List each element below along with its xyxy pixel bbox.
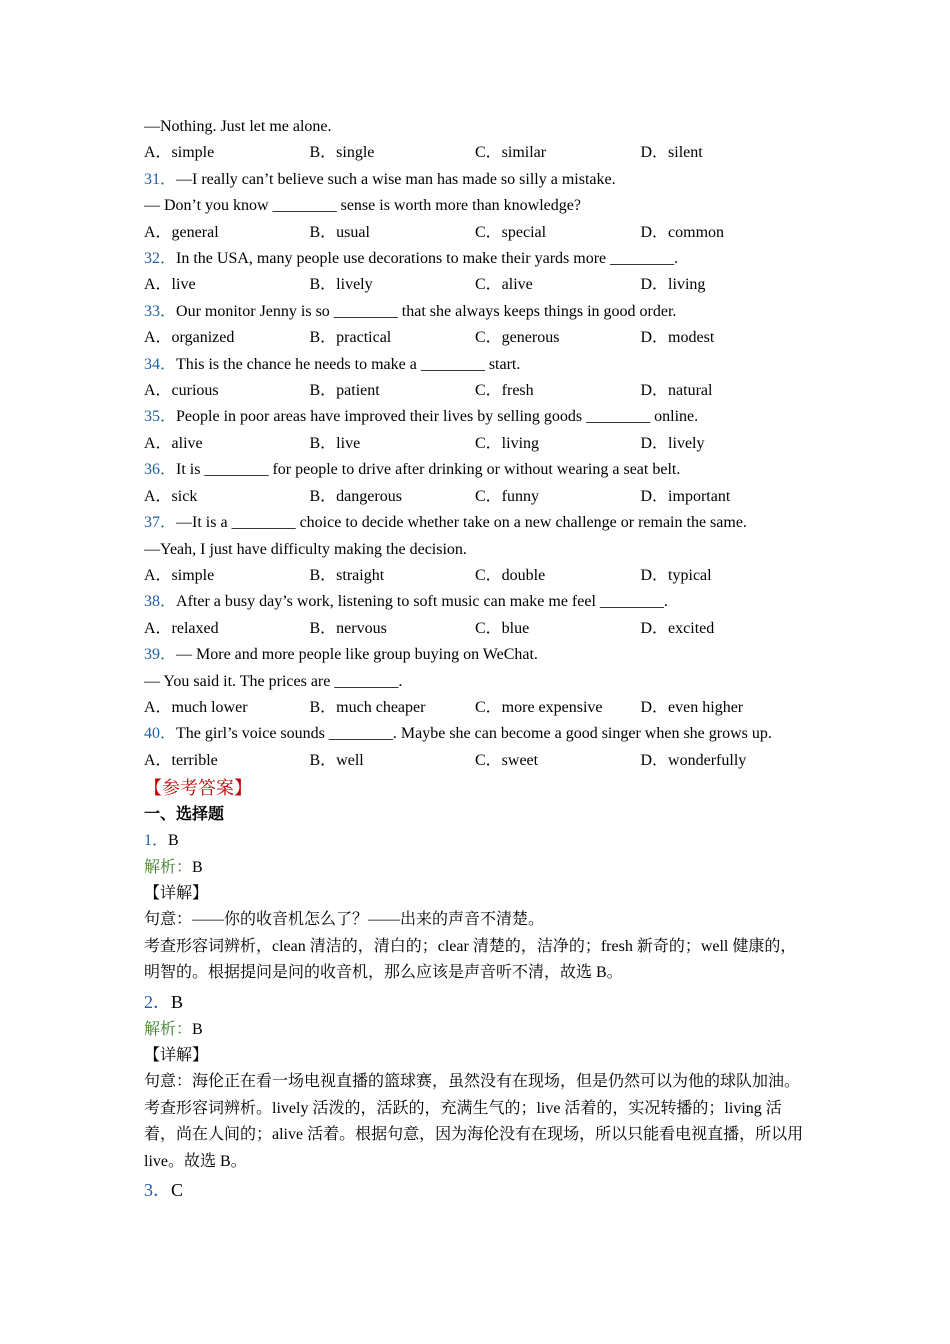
question-36 (144, 457, 814, 510)
option-d[interactable]: D．important (640, 487, 731, 505)
question-32 (144, 246, 814, 299)
detail-heading: 【详解】 (144, 1047, 209, 1064)
question-number: 38． (144, 593, 177, 611)
question-38 (144, 589, 814, 642)
answer-number: 1． (144, 832, 169, 850)
question-stem (144, 352, 814, 378)
translation-2: 句意：海伦正在看一场电视直播的篮球赛，虽然没有在现场，但是仍然可以为他的球队加油。 (144, 1073, 801, 1091)
q30-options (144, 140, 814, 166)
option-c[interactable]: C．generous (475, 329, 560, 347)
option-a[interactable]: A．live (144, 276, 196, 294)
question-37 (144, 510, 814, 589)
question-number: 39． (144, 646, 177, 664)
option-b[interactable]: B．single (309, 144, 375, 162)
question-40 (144, 721, 814, 774)
option-d[interactable]: D．wonderfully (640, 751, 747, 769)
option-c[interactable]: C．fresh (475, 382, 534, 400)
question-stem (144, 167, 814, 193)
question-text: — You said it. The prices are ________. (144, 672, 403, 690)
option-d[interactable]: D．excited (640, 619, 715, 637)
question-number: 31． (144, 170, 177, 188)
option-b[interactable]: B．well (309, 751, 364, 769)
option-b[interactable]: B．straight (309, 566, 385, 584)
analysis-value: B (192, 858, 203, 876)
option-d[interactable]: D．living (640, 276, 706, 294)
option-d[interactable]: D．even higher (640, 698, 744, 716)
options-row (144, 220, 814, 246)
option-d[interactable]: D．lively (640, 434, 705, 452)
answer-1 (144, 828, 814, 854)
option-c[interactable]: C．more expensive (475, 698, 603, 716)
analysis-2 (144, 1017, 814, 1043)
options-row (144, 431, 814, 457)
option-b[interactable]: B．much cheaper (309, 698, 426, 716)
question-stem (144, 510, 814, 536)
options-row (144, 563, 814, 589)
question-number: 33． (144, 302, 177, 320)
option-a[interactable]: A．terrible (144, 751, 218, 769)
option-d[interactable]: D．modest (640, 329, 715, 347)
option-d[interactable]: D．typical (640, 566, 712, 584)
document-page (144, 114, 814, 1205)
answer-heading: 【参考答案】 (144, 778, 252, 799)
option-a[interactable]: A．sick (144, 487, 198, 505)
option-b[interactable]: B．dangerous (309, 487, 402, 505)
options-row (144, 484, 814, 510)
options-row (144, 378, 814, 404)
detail-heading: 【详解】 (144, 884, 209, 902)
options-row (144, 748, 814, 774)
option-a[interactable]: A．curious (144, 382, 219, 400)
question-stem (144, 299, 814, 325)
option-a[interactable]: A．alive (144, 434, 203, 452)
analysis-1 (144, 855, 814, 881)
question-dialogue (144, 669, 814, 695)
option-a[interactable]: A．general (144, 223, 219, 241)
options-row (144, 325, 814, 351)
option-b[interactable]: B．lively (309, 276, 373, 294)
options-row (144, 695, 814, 721)
option-c[interactable]: C．living (475, 434, 540, 452)
question-stem (144, 246, 814, 272)
question-text: It is ________ for people to drive after drinking or without wearing a seat belt. (176, 461, 681, 479)
options-row (144, 616, 814, 642)
question-text: People in poor areas have improved their lives by selling goods ________ online. (176, 408, 699, 426)
answer-value: C (171, 1180, 184, 1201)
question-34 (144, 352, 814, 405)
question-stem (144, 589, 814, 615)
question-text: This is the chance he needs to make a ________ start. (176, 355, 521, 373)
question-dialogue (144, 193, 814, 219)
analysis-label: 解析： (144, 1020, 193, 1038)
question-text: After a busy day’s work, listening to soft music can make me feel ________. (176, 593, 668, 611)
option-a[interactable]: A．organized (144, 329, 235, 347)
question-35 (144, 404, 814, 457)
option-c[interactable]: C．blue (475, 619, 530, 637)
question-text: The girl’s voice sounds ________. Maybe she can become a good singer when she grows up. (176, 725, 772, 743)
question-number: 32． (144, 250, 177, 268)
answer-number: 2． (144, 991, 171, 1012)
answer-value: B (168, 832, 179, 850)
question-number: 34． (144, 355, 177, 373)
q30-reply: —Nothing. Just let me alone. (144, 118, 332, 135)
option-c[interactable]: C．double (475, 566, 546, 584)
option-c[interactable]: C．alive (475, 276, 533, 294)
option-d[interactable]: D．natural (640, 382, 713, 400)
option-b[interactable]: B．practical (309, 329, 392, 347)
question-39 (144, 642, 814, 721)
answer-value: B (171, 991, 184, 1012)
option-d[interactable]: D．silent (640, 144, 703, 162)
question-text: In the USA, many people use decorations to make their yards more ________. (176, 250, 679, 268)
explanation-2: 考查形容词辨析。lively 活泼的，活跃的，充满生气的；live 活着的，实况转播的；living 活着，尚在人间的；alive 活着。根据句意，因为海伦没有在现场，所以只能看电视直播，所以用 live。故选 B。 (144, 1099, 804, 1170)
question-stem (144, 642, 814, 668)
question-number: 35． (144, 408, 177, 426)
option-b[interactable]: B．nervous (309, 619, 387, 637)
explanation-1: 考查形容词辨析，clean 清洁的，清白的；clear 清楚的，洁净的；fresh 新奇的；well 健康的，明智的。根据提问是问的收音机，那么应该是声音听不清，故选 B。 (144, 937, 797, 982)
answer-number: 3． (144, 1180, 171, 1201)
question-number: 37． (144, 514, 177, 532)
option-c[interactable]: C．funny (475, 487, 540, 505)
question-text: —I really can’t believe such a wise man has made so silly a mistake. (176, 170, 616, 188)
options-row (144, 272, 814, 298)
option-b[interactable]: B．live (309, 434, 361, 452)
option-b[interactable]: B．usual (309, 223, 370, 241)
question-number: 40． (144, 725, 177, 743)
option-a[interactable]: A．simple (144, 566, 215, 584)
answer-3 (144, 1175, 814, 1205)
question-stem (144, 404, 814, 430)
translation-1: 句意：——你的收音机怎么了？——出来的声音不清楚。 (144, 911, 545, 929)
section-title: 一、选择题 (144, 806, 225, 824)
option-a[interactable]: A．relaxed (144, 619, 219, 637)
question-list (144, 167, 814, 774)
answer-2 (144, 987, 814, 1017)
question-31 (144, 167, 814, 246)
analysis-value: B (192, 1020, 203, 1038)
question-dialogue (144, 537, 814, 563)
question-number: 36． (144, 461, 177, 479)
option-a[interactable]: A．simple (144, 144, 215, 162)
question-stem (144, 721, 814, 747)
question-text: — More and more people like group buying on WeChat. (176, 646, 538, 664)
question-text: Our monitor Jenny is so ________ that she always keeps things in good order. (176, 302, 677, 320)
analysis-label: 解析： (144, 858, 193, 876)
question-text: —Yeah, I just have difficulty making the decision. (144, 540, 467, 558)
option-c[interactable]: C．similar (475, 144, 547, 162)
option-a[interactable]: A．much lower (144, 698, 248, 716)
option-c[interactable]: C．special (475, 223, 547, 241)
option-c[interactable]: C．sweet (475, 751, 539, 769)
option-d[interactable]: D．common (640, 223, 725, 241)
question-stem (144, 457, 814, 483)
question-text: — Don’t you know ________ sense is worth more than knowledge? (144, 197, 581, 215)
question-text: —It is a ________ choice to decide whether take on a new challenge or remain the same. (176, 514, 747, 532)
option-b[interactable]: B．patient (309, 382, 380, 400)
question-33 (144, 299, 814, 352)
